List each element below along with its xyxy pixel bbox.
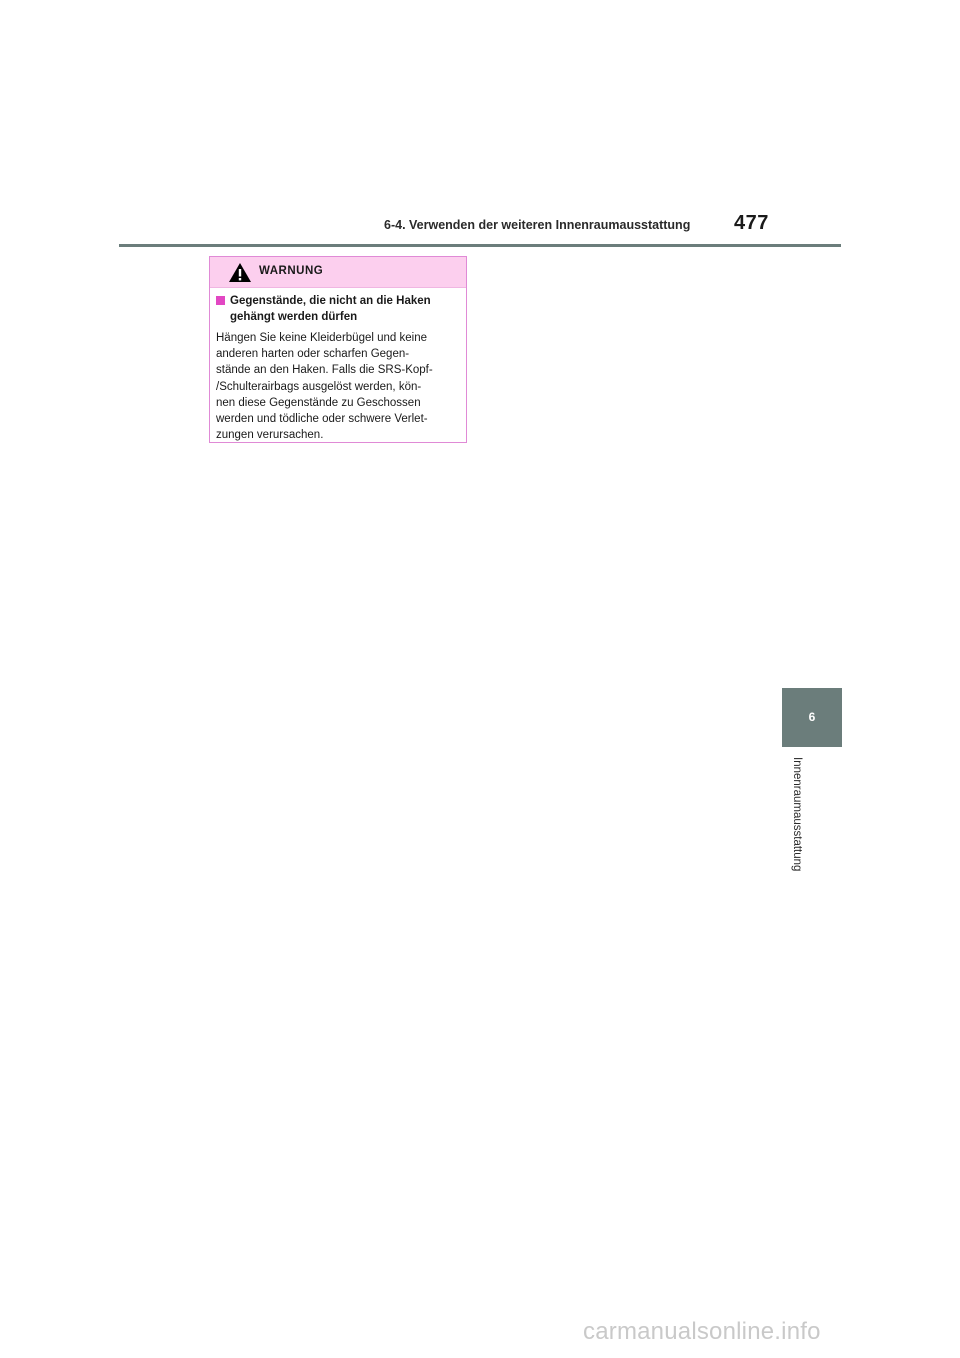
page-number: 477 <box>734 212 769 234</box>
watermark: carmanualsonline.info <box>583 1318 821 1345</box>
warning-body <box>210 288 466 443</box>
warning-subheading <box>216 293 460 325</box>
warning-header <box>210 257 466 288</box>
warning-title: WARNUNG <box>259 265 324 277</box>
chapter-label: Innenraumausstattung <box>791 757 803 872</box>
warning-text-line: Hängen Sie keine Kleiderbügel und keine <box>216 332 427 344</box>
warning-subheading-line: Gegenstände, die nicht an die Haken <box>230 295 431 307</box>
warning-box <box>209 256 467 443</box>
warning-text-line: stände an den Haken. Falls die SRS-Kopf- <box>216 364 433 377</box>
warning-subheading-line: gehängt werden dürfen <box>230 311 358 323</box>
warning-text-line: nen diese Gegenstände zu Geschossen <box>216 396 421 409</box>
warning-triangle-icon <box>228 262 252 283</box>
section-title: 6-4. Verwenden der weiteren Innenraumausstattung <box>384 218 691 232</box>
warning-text-line: zungen verursachen. <box>216 429 324 442</box>
warning-text-line: /Schulterairbags ausgelöst werden, kön- <box>216 380 422 393</box>
warning-text <box>216 330 460 443</box>
warning-text-line: anderen harten oder scharfen Gegen- <box>216 348 410 361</box>
warning-text-line: werden und tödliche oder schwere Verlet- <box>216 413 428 426</box>
header-divider <box>119 244 841 247</box>
chapter-tab: 6 <box>782 688 842 747</box>
square-bullet-icon <box>216 296 225 305</box>
